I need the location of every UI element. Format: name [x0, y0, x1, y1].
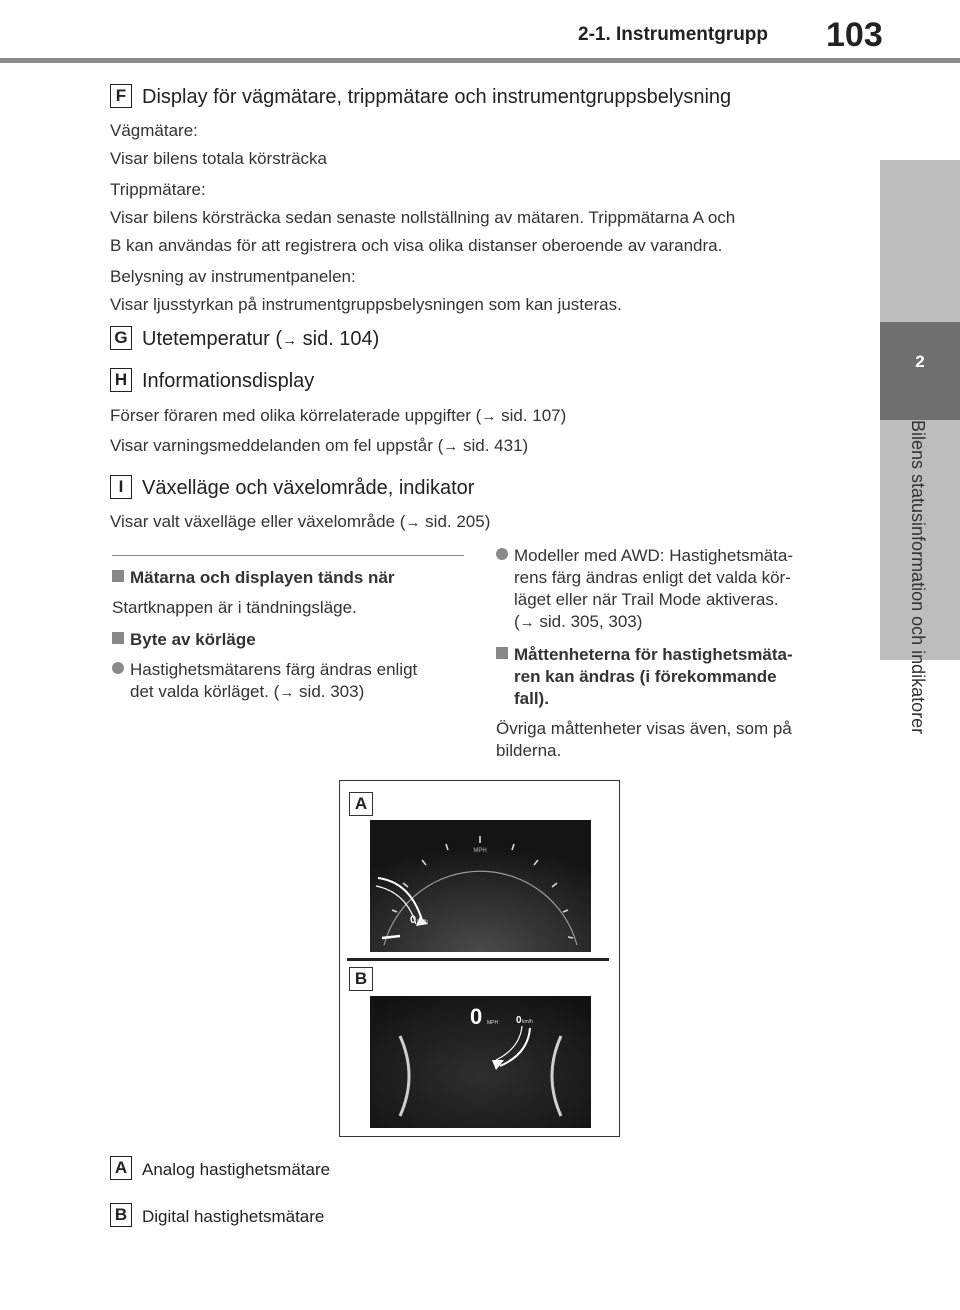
section-h-line-2 [110, 432, 528, 461]
note-drive-mode-line-2: det valda körläget. ( [130, 682, 280, 701]
digital-unit-small: km/h [522, 1019, 533, 1025]
section-h-ref-1[interactable]: sid. 107) [501, 406, 567, 425]
tripmeter-block [110, 176, 735, 260]
note-units-line-2: bilderna. [496, 741, 562, 760]
section-i-line-text: Visar valt växelläge eller växelområde ( [110, 512, 406, 531]
arrow-icon: → [405, 514, 421, 531]
note-units-text [496, 718, 846, 762]
chapter-number: 2 [915, 352, 925, 371]
section-i-title: Växelläge och växelområde, indikator [142, 477, 475, 499]
header-rule [0, 58, 960, 63]
digital-speed-value: 0 [470, 1004, 483, 1029]
illumination-text: Visar ljusstyrkan på instrumentgruppsbelysningen som kan justeras. [110, 295, 622, 314]
note-units-heading-line-1: Måttenheterna för hastighetsmäta- [514, 645, 793, 664]
note-awd-line-4: ( [514, 612, 520, 631]
speedometer-figure [339, 780, 620, 1137]
note-units-heading-line-2: ren kan ändras (i förekommande [514, 667, 777, 686]
odometer-text: Visar bilens totala körsträcka [110, 149, 328, 168]
illumination-block [110, 263, 622, 319]
note-awd-line-3: läget eller när Trail Mode aktiveras. [514, 590, 779, 609]
key-g-badge: G [110, 326, 132, 350]
arrow-icon: → [443, 438, 459, 455]
square-bullet-icon [112, 570, 124, 582]
round-bullet-icon [112, 662, 124, 674]
digital-unit-main: MPH [487, 1020, 499, 1026]
key-h-badge: H [110, 368, 132, 392]
section-h-heading [110, 368, 314, 393]
section-g-title-pre: Utetemperatur ( [142, 328, 283, 350]
tripmeter-label: Trippmätare: [110, 180, 206, 199]
section-h-ref-2[interactable]: sid. 431) [463, 436, 529, 455]
round-bullet-icon [496, 548, 508, 560]
digital-speedometer-screen [370, 996, 591, 1128]
square-bullet-icon [496, 647, 508, 659]
note-drive-mode-bullet [112, 659, 464, 704]
section-h-line-1-text: Förser föraren med olika körrelaterade uppgifter ( [110, 406, 482, 425]
legend-a-badge: A [110, 1156, 132, 1180]
digital-speed-small: 0 [516, 1015, 522, 1026]
note-heading-lights [112, 567, 464, 589]
page-header-title: 2-1. Instrumentgrupp [578, 24, 769, 45]
arrow-icon: → [279, 684, 295, 701]
legend-a-text: Analog hastighetsmätare [142, 1160, 331, 1179]
digital-gauge-graphic [370, 996, 591, 1128]
arrow-icon: → [481, 408, 497, 425]
notes-left-column [112, 567, 464, 704]
section-h-line-1 [110, 402, 566, 431]
section-g-ref[interactable]: sid. 104) [302, 328, 380, 350]
analog-speed-value: 0 [410, 914, 417, 926]
tripmeter-text-2: B kan användas för att registrera och visa olika distanser oberoende av varandra. [110, 236, 723, 255]
legend-a [110, 1156, 330, 1180]
arrow-icon: → [519, 614, 535, 631]
figure-label-b: B [349, 967, 373, 991]
analog-speedometer-screen [370, 820, 591, 952]
notes-divider [112, 555, 464, 556]
key-i-badge: I [110, 475, 132, 499]
note-awd-bullet [496, 545, 846, 634]
note-units-line-1: Övriga måttenheter visas även, som på [496, 719, 792, 738]
section-i-line [110, 508, 490, 537]
section-i-ref[interactable]: sid. 205) [425, 512, 491, 531]
section-f-title: Display för vägmätare, trippmätare och instrumentgruppsbelysning [142, 86, 732, 108]
side-tab-inactive-top [880, 160, 960, 325]
arrow-icon: → [282, 332, 298, 349]
analog-unit: km/h [417, 919, 428, 925]
tripmeter-text-1: Visar bilens körsträcka sedan senaste nollställning av mätaren. Trippmätarna A och [110, 208, 736, 227]
note-heading-lights-text: Mätarna och displayen tänds när [130, 568, 395, 587]
note-heading-drive-mode-text: Byte av körläge [130, 630, 256, 649]
illumination-label: Belysning av instrumentpanelen: [110, 267, 356, 286]
legend-b-text: Digital hastighetsmätare [142, 1207, 325, 1226]
chapter-title: Bilens statusinformation och indikatorer [908, 420, 928, 735]
analog-gauge-graphic [370, 820, 591, 952]
square-bullet-icon [112, 632, 124, 644]
key-f-badge: F [110, 84, 132, 108]
note-heading-drive-mode [112, 629, 464, 651]
section-f-heading [110, 84, 731, 109]
section-h-title: Informationsdisplay [142, 370, 315, 392]
note-units-heading-line-3: fall). [514, 689, 549, 708]
note-drive-mode-line-1: Hastighetsmätarens färg ändras enligt [130, 660, 418, 679]
note-awd-ref[interactable]: sid. 305, 303) [539, 612, 643, 631]
figure-label-a: A [349, 792, 373, 816]
section-i-heading [110, 475, 474, 500]
legend-b [110, 1203, 324, 1227]
note-heading-units [496, 644, 846, 710]
note-lights-text: Startknappen är i tändningsläge. [112, 598, 357, 617]
note-awd-line-1: Modeller med AWD: Hastighetsmäta- [514, 546, 794, 565]
analog-unit-top: MPH [473, 848, 487, 854]
legend-b-badge: B [110, 1203, 132, 1227]
odometer-label: Vägmätare: [110, 121, 198, 140]
section-h-line-2-text: Visar varningsmeddelanden om fel uppstår ( [110, 436, 444, 455]
odometer-block [110, 117, 327, 173]
note-drive-mode-ref[interactable]: sid. 303) [299, 682, 365, 701]
note-awd-line-2: rens färg ändras enligt det valda kör- [514, 568, 791, 587]
figure-divider [347, 958, 609, 961]
page-number: 103 [826, 16, 883, 54]
notes-right-column [496, 545, 846, 762]
section-g-heading [110, 326, 379, 351]
